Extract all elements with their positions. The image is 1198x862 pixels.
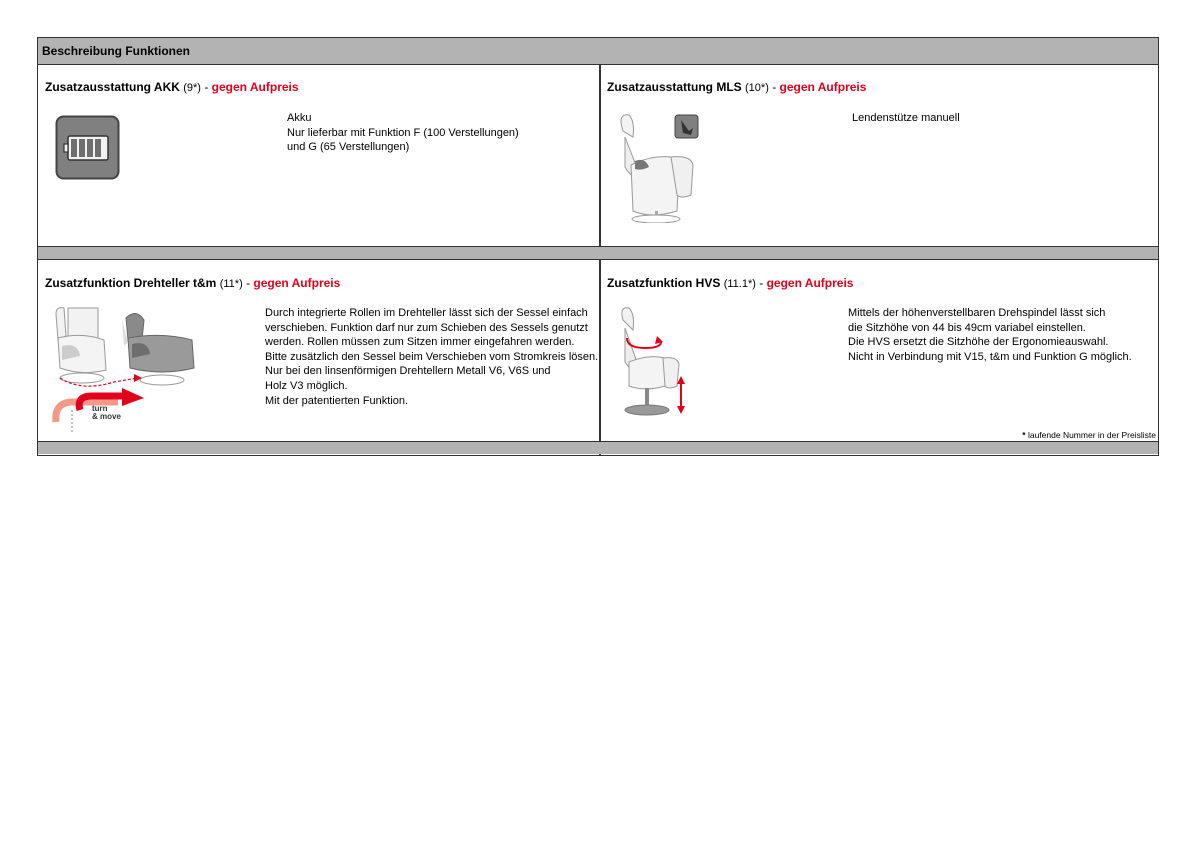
cell-tm-description: Durch integrierte Rollen im Drehteller lässt sich der Sessel einfach verschieben. Funktion darf nur zum Schieben des Sessels genutzt werden. Rollen müssen zum Sitzen immer eingefahren werden. Bitte zusätzlich den Sessel beim Verschieben vom Stromkreis lösen. Nur bei den linsenförmigen Drehtellern Metall V6, V6S und Holz V3 möglich. Mit der patentierten Funktion. (265, 307, 599, 407)
cell-mls-title: Zusatzausstattung MLS (10*) - gegen Aufpreis (607, 80, 867, 94)
cell-hvs (601, 260, 1158, 441)
row-separator (38, 246, 1158, 260)
cell-hvs-description: Mittels der höhenverstellbaren Drehspindel lässt sich die Sitzhöhe von 44 bis 49cm variabel einstellen. Die HVS ersetzt die Sitzhöhe der Ergonomieauswahl. Nicht in Verbindung mit V15, t&m und Funktion G möglich. (848, 307, 1132, 363)
height-adjust-chair-icon (613, 306, 693, 423)
table-header (38, 38, 1158, 65)
footnote: * laufende Nummer in der Preisliste (1022, 430, 1156, 440)
cell-hvs-title: Zusatzfunktion HVS (11.1*) - gegen Aufpreis (607, 276, 854, 290)
cell-akk-description: Akku Nur lieferbar mit Funktion F (100 Verstellungen) und G (65 Verstellungen) (287, 112, 519, 154)
price-label: gegen Aufpreis (779, 80, 867, 94)
price-label: gegen Aufpreis (766, 276, 854, 290)
functions-table (37, 37, 1159, 456)
price-label: gegen Aufpreis (211, 80, 299, 94)
cell-turn-and-move (38, 260, 599, 441)
lumbar-support-chair-icon (611, 111, 711, 228)
cell-tm-title: Zusatzfunktion Drehteller t&m (11*) - gegen Aufpreis (45, 276, 341, 290)
price-label: gegen Aufpreis (253, 276, 341, 290)
cell-mls (601, 65, 1158, 246)
table-title: Beschreibung Funktionen (42, 44, 191, 58)
cell-akk (38, 65, 599, 246)
cell-mls-description: Lendenstütze manuell (852, 112, 960, 124)
battery-icon (55, 115, 121, 186)
cell-akk-title: Zusatzausstattung AKK (9*) - gegen Aufpreis (45, 80, 299, 94)
turn-and-move-caption: turn & move (92, 404, 121, 421)
turn-and-move-chair-icon (52, 306, 200, 439)
bottom-strip (38, 441, 1158, 454)
